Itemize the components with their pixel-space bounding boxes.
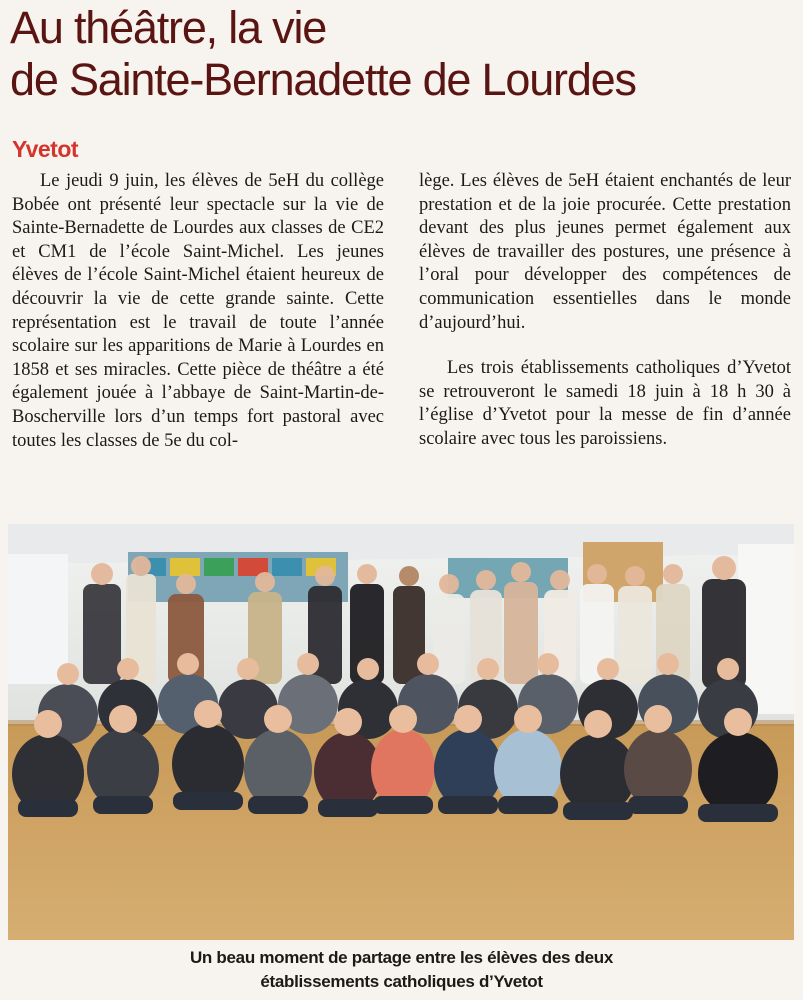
- headline-line-2: de Sainte-Bernadette de Lourdes: [10, 54, 636, 105]
- caption-line-1: Un beau moment de partage entre les élèves des deux: [189, 948, 614, 967]
- photo-caption: [0, 946, 803, 994]
- group-photo-illustration: [8, 524, 794, 940]
- location-label: Yvetot: [12, 136, 79, 162]
- article-column-right: [419, 170, 791, 452]
- article-paragraph-1: Le jeudi 9 juin, les élèves de 5eH du collège Bobée ont présenté leur spectacle sur la vie de Sainte-Bernadette de Lourdes aux classes de CE2 et CM1 de l’école Saint-Michel. Les jeunes élèves de l’école Saint-Michel étaient heureux de découvrir la vie de cette grande sainte. Cette représentation est le travail de toute l’année scolaire sur les apparitions de Marie à Lourdes en 1858 et ses miracles. Cette pièce de théâtre a été également jouée à l’abbaye de Saint-Martin-de- Boscherville lors d’un temps fort pastoral avec toutes les classes de 5e du col-: [12, 171, 384, 451]
- caption-line-2: établissements catholiques d’Yvetot: [260, 972, 543, 991]
- article-paragraph-2: lège. Les élèves de 5eH étaient enchantés de leur prestation et de la joie procurée. Cette prestation devant des plus jeunes permet également aux élèves de travailler des postures, une présence à l’oral pour développer des compétences de communication essentielles dans le monde d’aujourd’hui.: [419, 171, 791, 333]
- headline-line-1: Au théâtre, la vie: [10, 2, 327, 53]
- headline: [10, 2, 790, 106]
- article-paragraph-3: Les trois établissements catholiques d’Yvetot se retrouveront le samedi 18 juin à 18 h 30 à l’église d’Yvetot pour la messe de fin d’année scolaire avec tous les paroissiens.: [419, 358, 791, 449]
- group-photo: [8, 524, 794, 940]
- article-column-left: [12, 170, 384, 453]
